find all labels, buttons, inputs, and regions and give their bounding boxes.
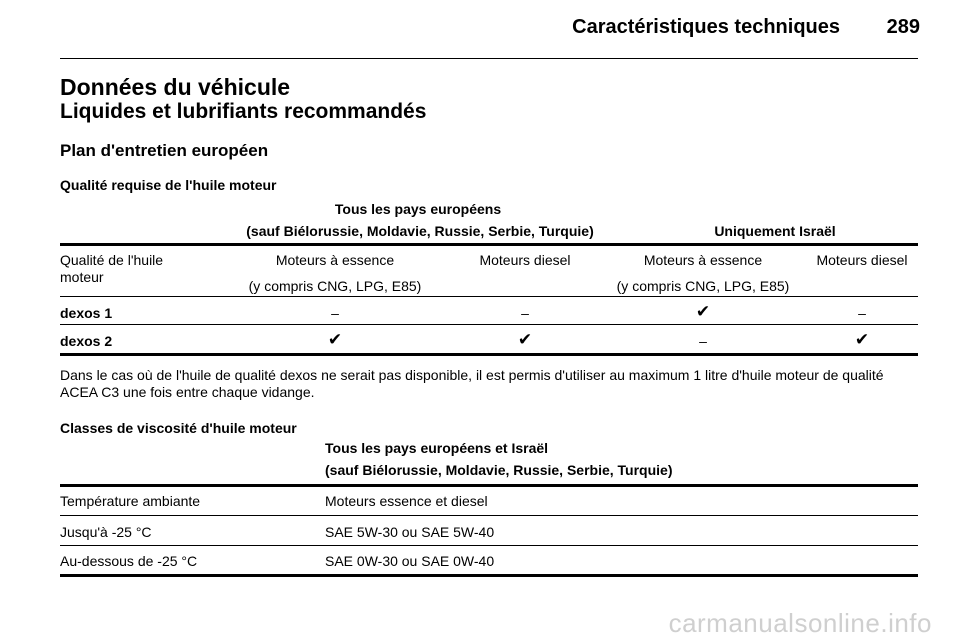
viscosity-section-title: Classes de viscosité d'huile moteur <box>60 420 297 436</box>
viscosity-row-temperature: Jusqu'à -25 °C <box>60 524 152 540</box>
viscosity-group-subtitle: (sauf Biélorussie, Moldavie, Russie, Serbie, Turquie) <box>325 462 673 478</box>
viscosity-row-grade: SAE 0W-30 ou SAE 0W-40 <box>325 553 495 569</box>
viscosity-header-rule <box>60 515 918 516</box>
viscosity-row-divider <box>60 545 918 546</box>
viscosity-table-top-rule <box>60 484 918 487</box>
page-number: 289 <box>886 16 920 38</box>
heading-maintenance-plan: Plan d'entretien européen <box>60 141 269 160</box>
col-petrol-2-line1: Moteurs à essence <box>643 252 763 268</box>
row-dexos2-cell: – <box>699 333 707 349</box>
col-diesel-1: Moteurs diesel <box>479 252 571 268</box>
viscosity-header-engines: Moteurs essence et diesel <box>325 493 488 509</box>
oil-col-label: Qualité de l'huile moteur <box>60 252 164 285</box>
row-dexos2-cell: ✔ <box>854 330 870 349</box>
oil-row-divider <box>60 324 918 325</box>
col-petrol-1-line1: Moteurs à essence <box>275 252 395 268</box>
row-dexos2-cell: ✔ <box>327 330 343 349</box>
page-header-title: Caractéristiques techniques <box>572 16 840 38</box>
oil-group-israel: Uniquement Israël <box>714 223 836 239</box>
row-dexos1-label: dexos 1 <box>60 305 113 321</box>
col-diesel-2: Moteurs diesel <box>816 252 908 268</box>
oil-table-bottom-rule <box>60 353 918 356</box>
viscosity-header-temperature: Température ambiante <box>60 493 201 509</box>
oil-table-top-rule <box>60 243 918 246</box>
header-divider <box>60 58 918 59</box>
oil-quality-section-title: Qualité requise de l'huile moteur <box>60 177 277 193</box>
oil-group-title: Tous les pays européens <box>334 201 502 217</box>
watermark: carmanualsonline.info <box>668 608 932 638</box>
row-dexos1-cell: – <box>858 305 866 321</box>
col-petrol-1-line2: (y compris CNG, LPG, E85) <box>248 278 422 294</box>
row-dexos1-cell: – <box>521 305 529 321</box>
viscosity-row-grade: SAE 5W-30 ou SAE 5W-40 <box>325 524 495 540</box>
col-petrol-2-line2: (y compris CNG, LPG, E85) <box>616 278 790 294</box>
viscosity-group-title: Tous les pays européens et Israël <box>325 440 549 456</box>
heading-fluids-lubricants: Liquides et lubrifiants recommandés <box>60 100 427 123</box>
viscosity-table-bottom-rule <box>60 574 918 577</box>
oil-table-header-rule <box>60 296 918 297</box>
row-dexos1-cell: – <box>331 305 339 321</box>
oil-group-subtitle: (sauf Biélorussie, Moldavie, Russie, Serbie, Turquie) <box>246 223 594 239</box>
dexos-note-paragraph: Dans le cas où de l'huile de qualité dexos ne serait pas disponible, il est permis d'utiliser au maximum 1 litre d'huile moteur de qualité ACEA C3 une fois entre chaque vidange. <box>60 367 884 400</box>
row-dexos2-label: dexos 2 <box>60 333 113 349</box>
row-dexos1-cell: ✔ <box>695 302 711 321</box>
row-dexos2-cell: ✔ <box>517 330 533 349</box>
heading-vehicle-data: Données du véhicule <box>60 74 291 100</box>
viscosity-row-temperature: Au-dessous de -25 °C <box>60 553 198 569</box>
